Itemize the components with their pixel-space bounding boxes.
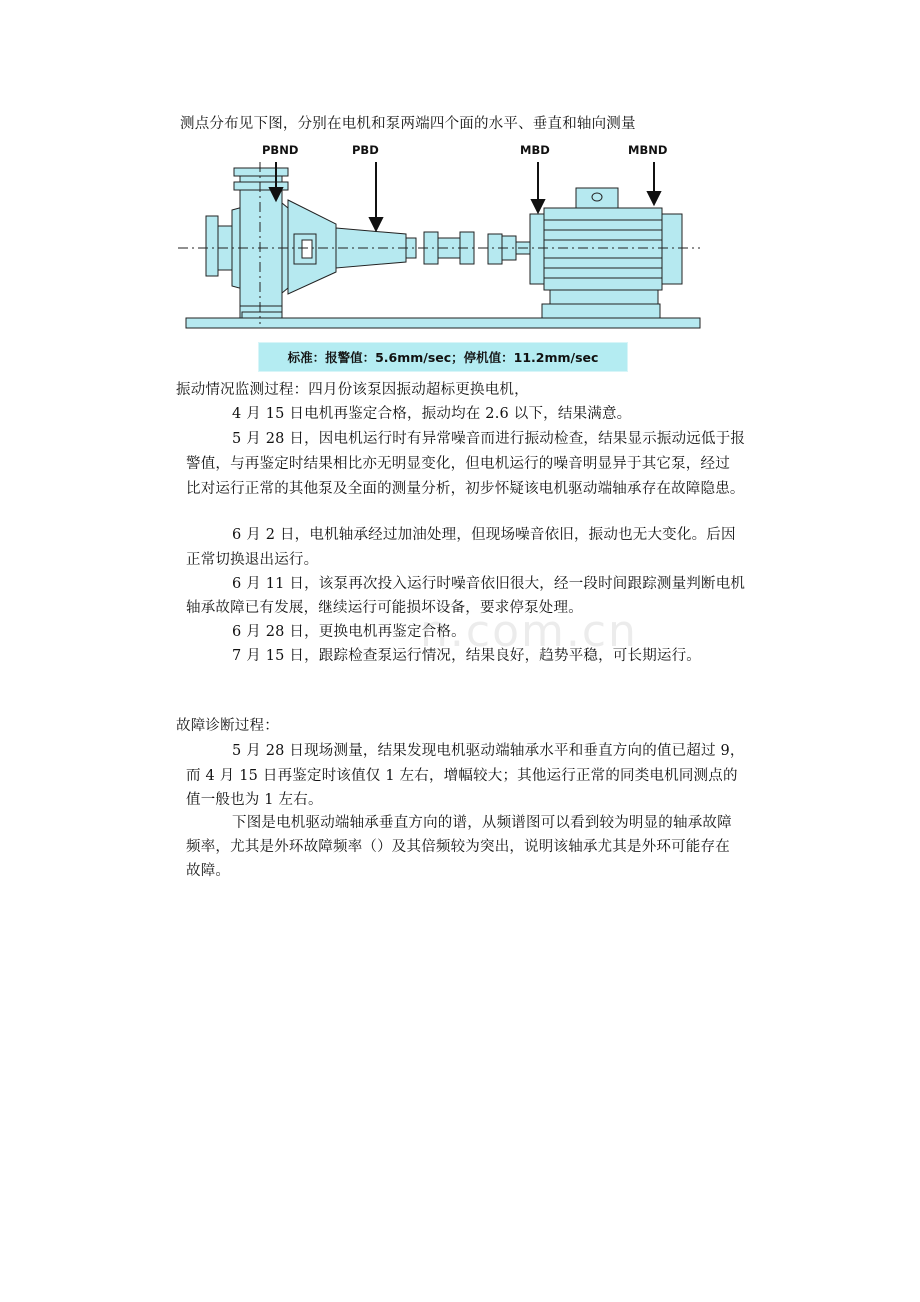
- monitoring-line: 4 月 15 日电机再鉴定合格，振动均在 2.6 以下，结果满意。: [232, 406, 632, 422]
- intro-text: 测点分布见下图，分别在电机和泵两端四个面的水平、垂直和轴向测量: [180, 116, 636, 132]
- label-mbd: MBD: [520, 143, 550, 157]
- diagnosis-line: 频率，尤其是外环故障频率（）及其倍频较为突出，说明该轴承尤其是外环可能存在: [186, 839, 730, 855]
- arrow-pbd: [370, 162, 382, 230]
- monitoring-line: 5 月 28 日，因电机运行时有异常噪音而进行振动检查，结果显示振动远低于报: [232, 431, 746, 447]
- monitoring-line: 6 月 28 日，更换电机再鉴定合格。: [232, 624, 466, 640]
- label-pbd: PBD: [352, 143, 379, 157]
- monitoring-heading: 振动情况监测过程：四月份该泵因振动超标更换电机，: [176, 382, 529, 398]
- arrow-mbd: [532, 162, 544, 212]
- diagnosis-heading: 故障诊断过程：: [176, 718, 279, 734]
- pump-motor-diagram: [176, 138, 706, 334]
- monitoring-line: 警值，与再鉴定时结果相比亦无明显变化，但电机运行的噪音明显异于其它泵，经过: [186, 456, 730, 472]
- diagnosis-line: 5 月 28 日现场测量，结果发现电机驱动端轴承水平和垂直方向的值已超过 9，: [232, 743, 745, 759]
- diagnosis-line: 而 4 月 15 日再鉴定时该值仅 1 左右，增幅较大；其他运行正常的同类电机同测点的: [186, 768, 738, 784]
- label-pbnd: PBND: [262, 143, 299, 157]
- monitoring-line: 7 月 15 日，跟踪检查泵运行情况，结果良好，趋势平稳，可长期运行。: [232, 648, 702, 664]
- monitoring-line: 6 月 2 日，电机轴承经过加油处理，但现场噪音依旧，振动也无大变化。后因: [232, 527, 736, 543]
- motor-foot: [550, 290, 658, 304]
- diagnosis-line: 下图是电机驱动端轴承垂直方向的谱，从频谱图可以看到较为明显的轴承故障: [232, 815, 732, 831]
- diagnosis-line: 故障。: [186, 863, 231, 879]
- vibration-standard-bar: 标准：报警值：5.6mm/sec；停机值：11.2mm/sec: [258, 342, 628, 372]
- monitoring-line: 正常切换退出运行。: [186, 552, 319, 568]
- label-mbnd: MBND: [628, 143, 668, 157]
- monitoring-line: 轴承故障已有发展，继续运行可能损坏设备，要求停泵处理。: [186, 600, 583, 616]
- watermark: n.com.cn: [420, 606, 638, 657]
- motor-endbell-left: [530, 214, 544, 284]
- base-plate: [186, 318, 700, 328]
- monitoring-line: 比对运行正常的其他泵及全面的测量分析，初步怀疑该电机驱动端轴承存在故障隐患。: [186, 481, 745, 497]
- motor-endbell-right: [662, 214, 682, 284]
- arrow-mbnd: [648, 162, 660, 204]
- diagnosis-line: 值一般也为 1 左右。: [186, 792, 323, 808]
- pump-flange: [206, 216, 218, 276]
- coupling-right: [488, 234, 502, 264]
- monitoring-line: 6 月 11 日，该泵再次投入运行时噪音依旧很大，经一段时间跟踪测量判断电机: [232, 576, 746, 592]
